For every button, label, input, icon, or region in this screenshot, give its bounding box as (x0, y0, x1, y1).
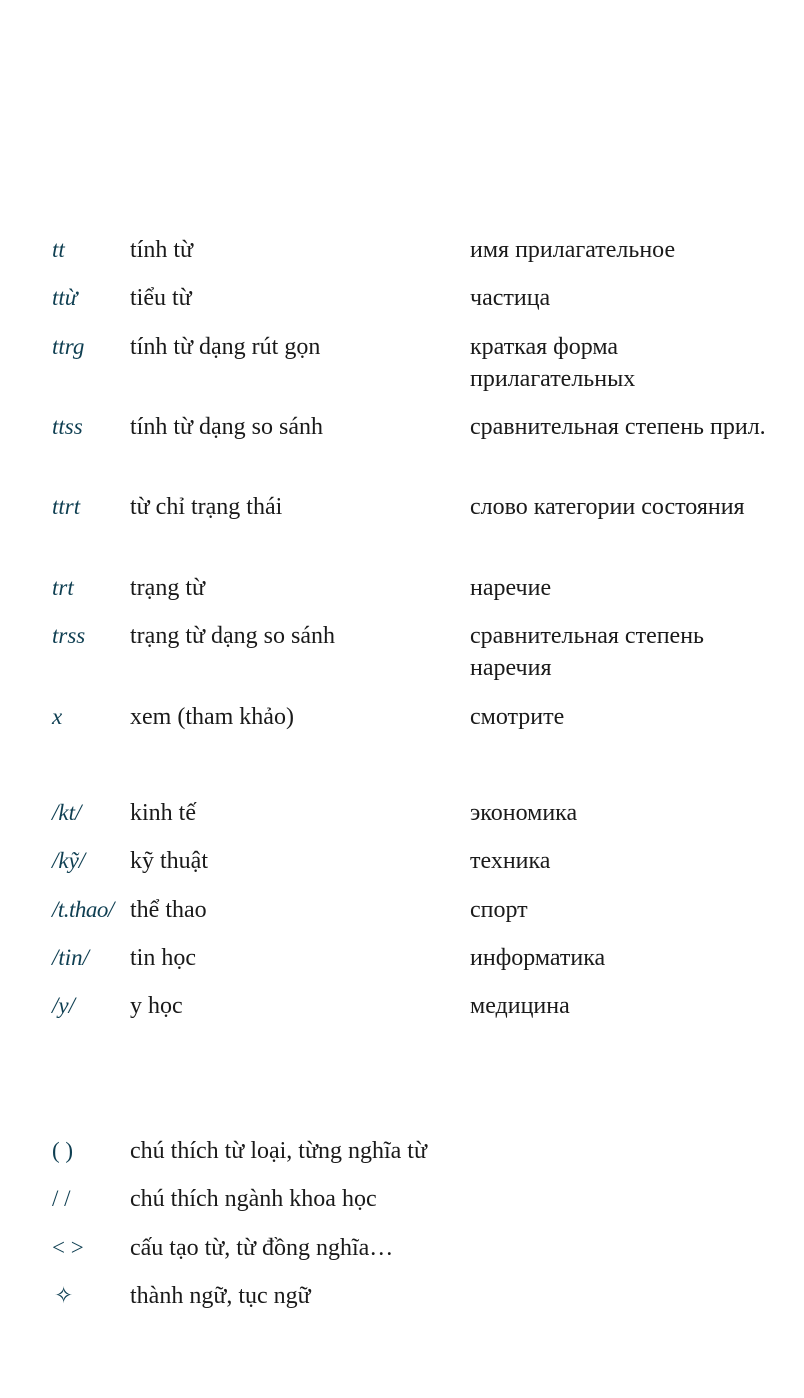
vietnamese-term: y học (130, 993, 183, 1019)
symbol-description: cấu tạo từ, từ đồng nghĩa… (130, 1235, 394, 1261)
abbreviation: /kt/ (52, 800, 82, 825)
russian-term: слово категории состояния (470, 494, 745, 520)
russian-term: экономика (470, 800, 578, 826)
symbol-description: chú thích từ loại, từng nghĩa từ (130, 1138, 427, 1164)
abbreviation: ttrg (52, 334, 85, 359)
vietnamese-term: xem (tham khảo) (130, 704, 294, 730)
parentheses-symbol: ( ) (52, 1138, 74, 1163)
abbreviation: /y/ (52, 993, 75, 1018)
russian-term: техника (470, 848, 551, 874)
vietnamese-term: tính từ (130, 237, 194, 263)
abbreviation: /kỹ/ (52, 848, 86, 873)
abbreviation: /tin/ (52, 945, 90, 970)
abbreviation: trt (52, 575, 74, 600)
abbreviation: ttrt (52, 494, 81, 519)
russian-term: краткая форма прилагательных (470, 334, 636, 392)
russian-term: спорт (470, 897, 528, 923)
russian-term: сравнительная степень наречия (470, 623, 704, 681)
abbreviation: trss (52, 623, 86, 648)
slashes-symbol: / / (52, 1186, 71, 1211)
russian-term: медицина (470, 993, 570, 1019)
vietnamese-term: kinh tế (130, 800, 196, 826)
russian-term: наречие (470, 575, 552, 601)
vietnamese-term: thể thao (130, 897, 207, 923)
symbol-description: thành ngữ, tục ngữ (130, 1283, 311, 1309)
russian-term: информатика (470, 945, 606, 971)
vietnamese-term: trạng từ (130, 575, 205, 601)
vietnamese-term: tiểu từ (130, 285, 192, 311)
russian-term: сравнительная степень прил. (470, 414, 766, 440)
russian-term: смотрите (470, 704, 565, 730)
vietnamese-term: kỹ thuật (130, 848, 208, 874)
russian-term: имя прилагательное (470, 237, 676, 263)
abbreviation: ttừ (52, 285, 78, 310)
abbreviation: ttss (52, 414, 83, 439)
abbreviation: x (52, 704, 63, 729)
russian-term: частица (470, 285, 551, 311)
vietnamese-term: tính từ dạng rút gọn (130, 334, 321, 360)
vietnamese-term: trạng từ dạng so sánh (130, 623, 335, 649)
abbreviation: /t.thao/ (52, 897, 114, 922)
vietnamese-term: tính từ dạng so sánh (130, 414, 323, 440)
star-icon: ✧ (54, 1283, 74, 1308)
abbreviation: tt (52, 237, 65, 262)
vietnamese-term: tin học (130, 945, 196, 971)
vietnamese-term: từ chỉ trạng thái (130, 494, 283, 520)
symbol-description: chú thích ngành khoa học (130, 1186, 377, 1212)
angle-brackets-symbol: < > (52, 1235, 84, 1260)
